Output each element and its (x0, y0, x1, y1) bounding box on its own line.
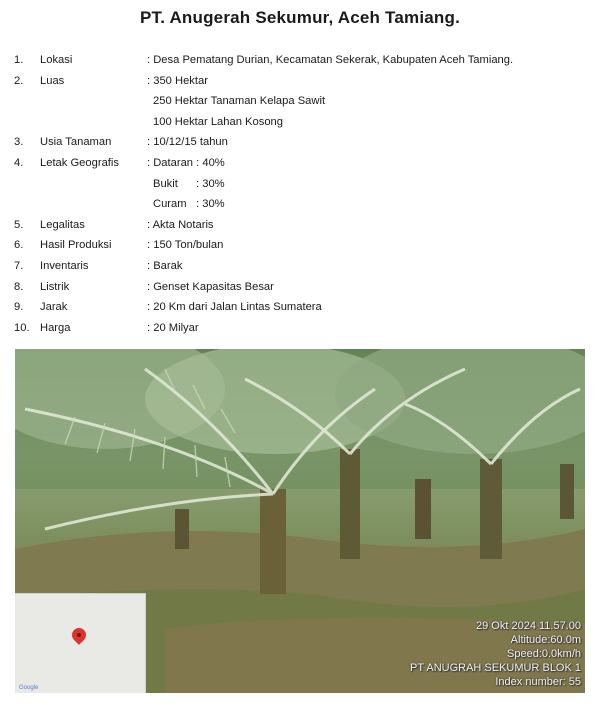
geo-bukit-label: Bukit (153, 177, 178, 190)
gps-map-inset (15, 593, 146, 693)
item-number: 4. (14, 156, 24, 169)
geo-curam-label: Curam (153, 198, 187, 211)
photo-timestamp-overlay (410, 619, 581, 689)
list-item-lokasi (14, 50, 594, 71)
list-item-usia (14, 132, 594, 153)
item-value: : 20 Km dari Jalan Lintas Sumatera (147, 301, 322, 314)
item-number: 2. (14, 74, 24, 87)
item-label: Hasil Produksi (40, 239, 112, 252)
geo-detail-line (14, 174, 594, 195)
item-number: 6. (14, 239, 24, 252)
item-label: Usia Tanaman (40, 136, 112, 149)
item-label: Legalitas (40, 218, 85, 231)
luas-sawit: 250 Hektar Tanaman Kelapa Sawit (153, 95, 326, 108)
list-item-geografis (14, 153, 594, 174)
item-value: : Genset Kapasitas Besar (147, 280, 274, 293)
item-label: Letak Geografis (40, 156, 119, 169)
item-value: : 20 Milyar (147, 321, 199, 334)
document-title: PT. Anugerah Sekumur, Aceh Tamiang. (140, 8, 460, 27)
item-value: : Barak (147, 259, 183, 272)
stamp-block: PT ANUGRAH SEKUMUR BLOK 1 (410, 662, 581, 674)
plantation-photo (15, 349, 585, 693)
geo-curam-value: : 30% (196, 198, 225, 211)
list-item-produksi (14, 235, 594, 256)
list-item-legalitas (14, 215, 594, 236)
list-item-listrik (14, 277, 594, 298)
item-number: 7. (14, 259, 24, 272)
item-label: Listrik (40, 280, 70, 293)
item-value: : Dataran : 40% (147, 156, 225, 169)
item-value: : 350 Hektar (147, 74, 208, 87)
item-number: 8. (14, 280, 24, 293)
stamp-datetime: 29 Okt 2024 11.57.00 (476, 620, 581, 632)
item-number: 5. (14, 218, 24, 231)
item-value: : Akta Notaris (147, 218, 214, 231)
map-credit: Google (19, 685, 39, 691)
item-number: 1. (14, 54, 24, 66)
item-value: : Desa Pematang Durian, Kecamatan Sekerak, Kabupaten Aceh Tamiang. (147, 54, 514, 66)
stamp-altitude: Altitude:60.0m (510, 634, 581, 646)
stamp-speed: Speed:0.0km/h (507, 648, 581, 660)
list-item-inventaris (14, 256, 594, 277)
item-number: 9. (14, 301, 24, 314)
geo-detail-line (14, 194, 594, 215)
item-label: Jarak (40, 301, 68, 314)
location-pin-center (77, 633, 81, 637)
list-item-harga (14, 318, 594, 339)
property-details-list (14, 50, 594, 338)
item-value: : 150 Ton/bulan (147, 239, 224, 252)
luas-detail-line (14, 91, 594, 112)
item-value: : 10/12/15 tahun (147, 136, 228, 149)
item-label: Harga (40, 321, 71, 334)
list-item-jarak (14, 297, 594, 318)
geo-bukit-value: : 30% (196, 177, 225, 190)
luas-kosong: 100 Hektar Lahan Kosong (153, 115, 283, 128)
item-number: 10. (14, 321, 30, 334)
item-label: Inventaris (40, 259, 89, 272)
list-item-luas (14, 71, 594, 92)
item-label: Luas (40, 74, 65, 87)
stamp-index: Index number: 55 (495, 676, 581, 688)
item-number: 3. (14, 136, 24, 149)
item-label: Lokasi (40, 54, 73, 66)
luas-detail-line (14, 112, 594, 133)
